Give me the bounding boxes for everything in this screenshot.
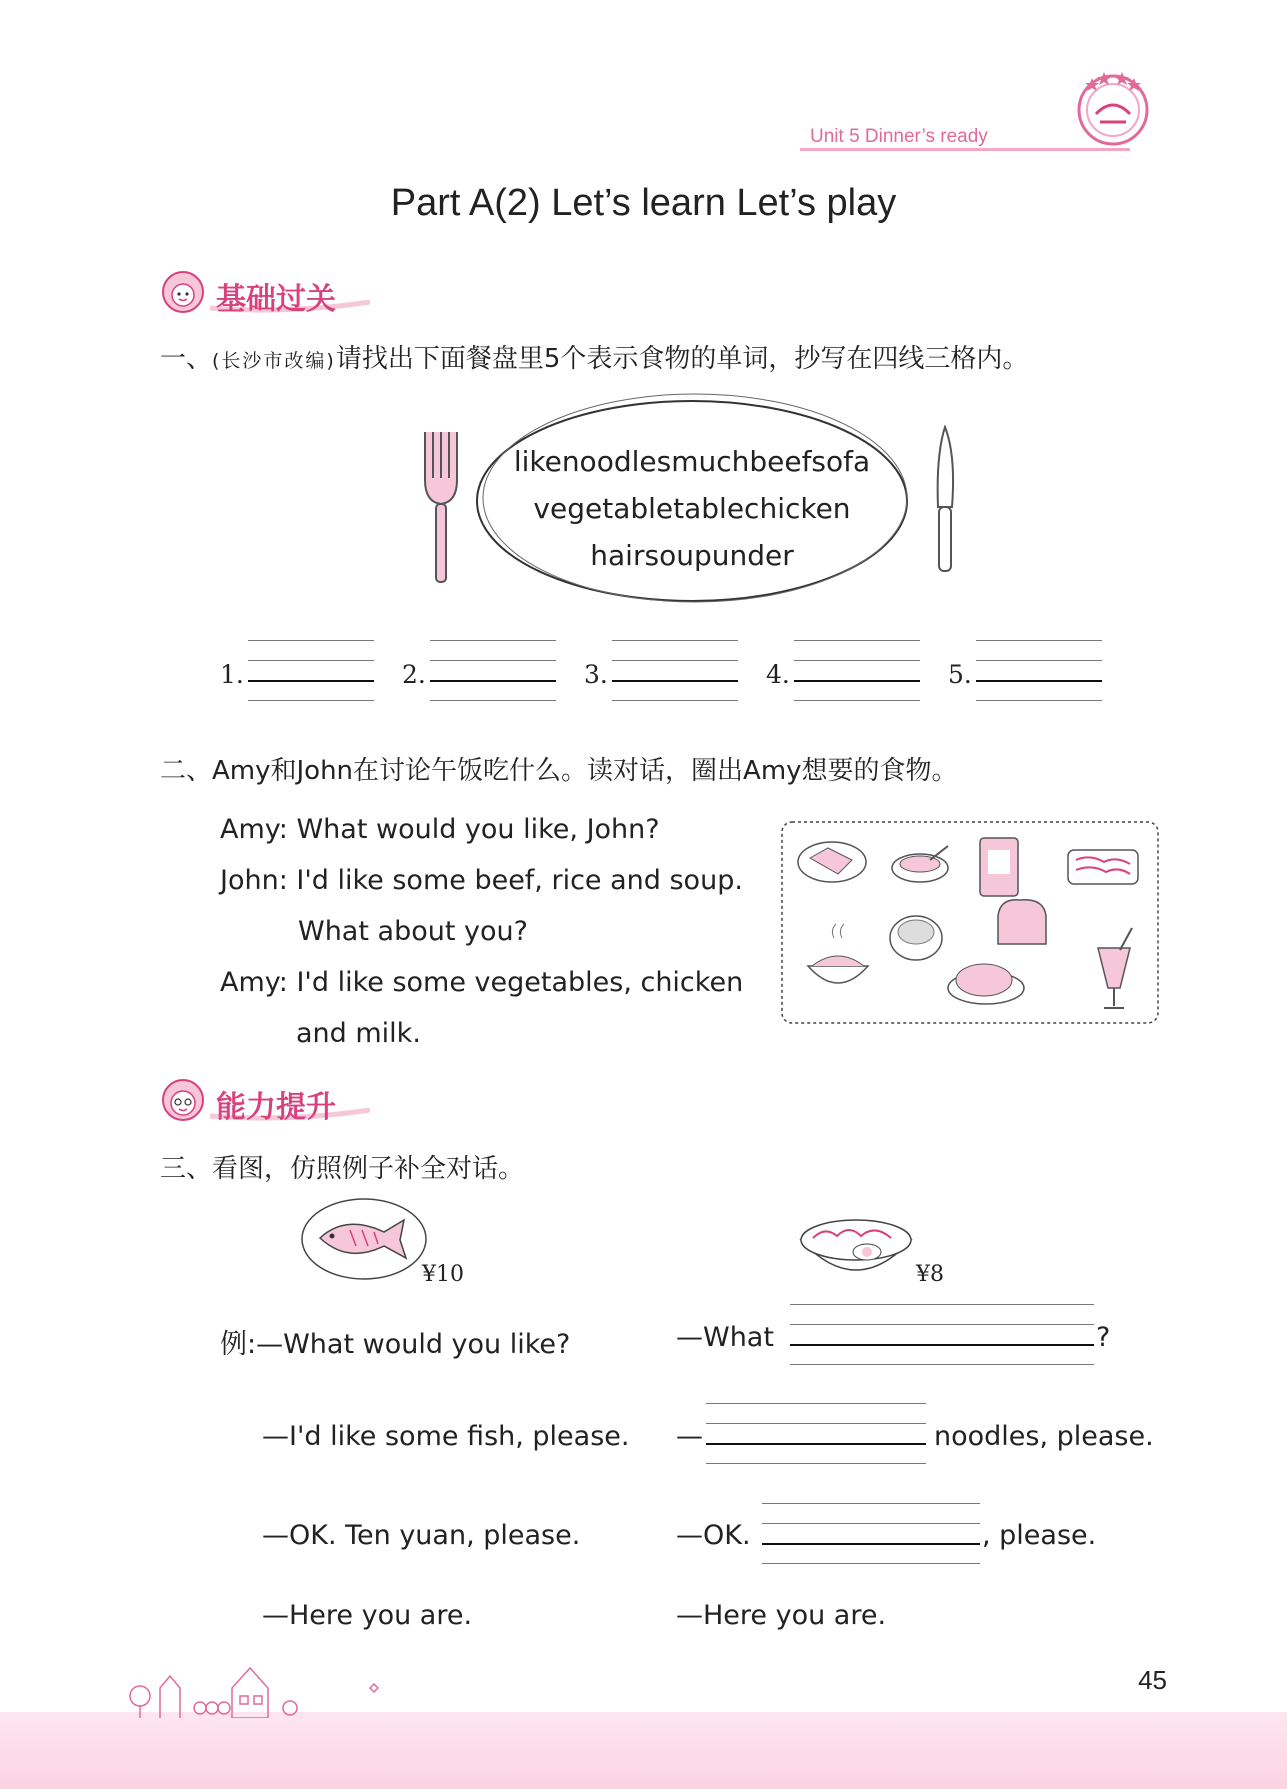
four-line-blank-1[interactable] bbox=[248, 640, 374, 700]
dialogue-line: and milk. bbox=[296, 1018, 421, 1049]
dialogue-line: Amy: I'd like some vegetables, chicken bbox=[220, 967, 744, 998]
four-line-blank-3[interactable] bbox=[612, 640, 738, 700]
section-header-basic bbox=[160, 270, 400, 317]
dialogue-line: Amy: What would you like, John? bbox=[220, 814, 660, 845]
dialogue-line: John: I'd like some beef, rice and soup. bbox=[220, 865, 743, 896]
q1-prefix: 一、 bbox=[160, 344, 213, 374]
question-2: 二、Amy和John在讨论午饭吃什么。读对话，圈出Amy想要的食物。 bbox=[160, 756, 958, 786]
beef-icon bbox=[798, 842, 866, 882]
answer-r4: —Here you are. bbox=[676, 1600, 887, 1631]
plate-line: hairsoupunder bbox=[590, 539, 794, 572]
four-line-blank-r1[interactable] bbox=[790, 1304, 1094, 1364]
example-line-4: —Here you are. bbox=[262, 1600, 473, 1631]
q1-text: 请找出下面餐盘里5个表示食物的单词，抄写在四线三格内。 bbox=[335, 344, 1029, 374]
price-noodles: ¥8 bbox=[916, 1262, 944, 1287]
blank-number: 3. bbox=[584, 660, 608, 689]
answer-r2-suffix: noodles, please. bbox=[934, 1421, 1154, 1452]
price-fish: ¥10 bbox=[422, 1262, 464, 1287]
section-label: 能力提升 bbox=[216, 1090, 336, 1125]
example-line-3: —OK. Ten yuan, please. bbox=[262, 1520, 581, 1551]
boy-face-icon bbox=[160, 1078, 206, 1122]
example-line-1: 例:—What would you like? bbox=[220, 1329, 571, 1360]
header-rule bbox=[800, 148, 1130, 151]
four-line-blank-5[interactable] bbox=[976, 640, 1102, 700]
q2-dialogue bbox=[220, 804, 743, 1059]
four-line-blank-4[interactable] bbox=[794, 640, 920, 700]
section-label: 基础过关 bbox=[216, 282, 336, 317]
answer-r3-prefix: —OK. bbox=[676, 1520, 751, 1551]
section-header-advanced bbox=[160, 1078, 400, 1125]
four-line-blank-r2[interactable] bbox=[706, 1403, 926, 1463]
noodles-bowl-icon bbox=[795, 1200, 917, 1290]
answer-r1-suffix: ? bbox=[1096, 1322, 1111, 1353]
page-number: 45 bbox=[1138, 1665, 1167, 1695]
bread-icon bbox=[998, 900, 1046, 944]
four-line-blank-2[interactable] bbox=[430, 640, 556, 700]
plate-line: vegetabletablechicken bbox=[533, 492, 851, 525]
knife-icon bbox=[930, 425, 960, 575]
question-1 bbox=[160, 338, 1028, 375]
girl-face-icon bbox=[160, 270, 206, 314]
header-unit-title: Unit 5 Dinner’s ready bbox=[810, 126, 988, 147]
castle-decoration-icon bbox=[120, 1648, 420, 1718]
blank-number: 2. bbox=[402, 660, 426, 689]
fish-plate-icon bbox=[298, 1194, 430, 1284]
food-picture-box bbox=[780, 820, 1160, 1025]
plate-word-grid bbox=[482, 438, 902, 579]
four-line-blank-r3[interactable] bbox=[762, 1503, 980, 1563]
question-3: 三、看图，仿照例子补全对话。 bbox=[160, 1154, 525, 1184]
milk-icon bbox=[980, 838, 1018, 896]
q1-source: (长沙市改编) bbox=[212, 350, 336, 372]
page-title: Part A(2) Let’s learn Let’s play bbox=[390, 182, 897, 224]
noodles-plate-icon bbox=[1068, 850, 1138, 884]
answer-r2-prefix: — bbox=[676, 1421, 703, 1452]
blank-number: 4. bbox=[766, 660, 790, 689]
blank-number: 1. bbox=[220, 660, 244, 689]
example-line-2: —I'd like some fish, please. bbox=[262, 1421, 630, 1452]
footer-band bbox=[0, 1712, 1287, 1789]
rice-bowl-icon bbox=[890, 916, 942, 960]
dialogue-line: What about you? bbox=[298, 916, 528, 947]
plate-line: likenoodlesmuchbeefsofa bbox=[513, 445, 871, 478]
fork-icon bbox=[420, 430, 462, 585]
blank-number: 5. bbox=[948, 660, 972, 689]
answer-r3-suffix: , please. bbox=[982, 1520, 1097, 1551]
publisher-logo bbox=[1072, 66, 1154, 148]
answer-r1-prefix: —What bbox=[676, 1322, 774, 1353]
